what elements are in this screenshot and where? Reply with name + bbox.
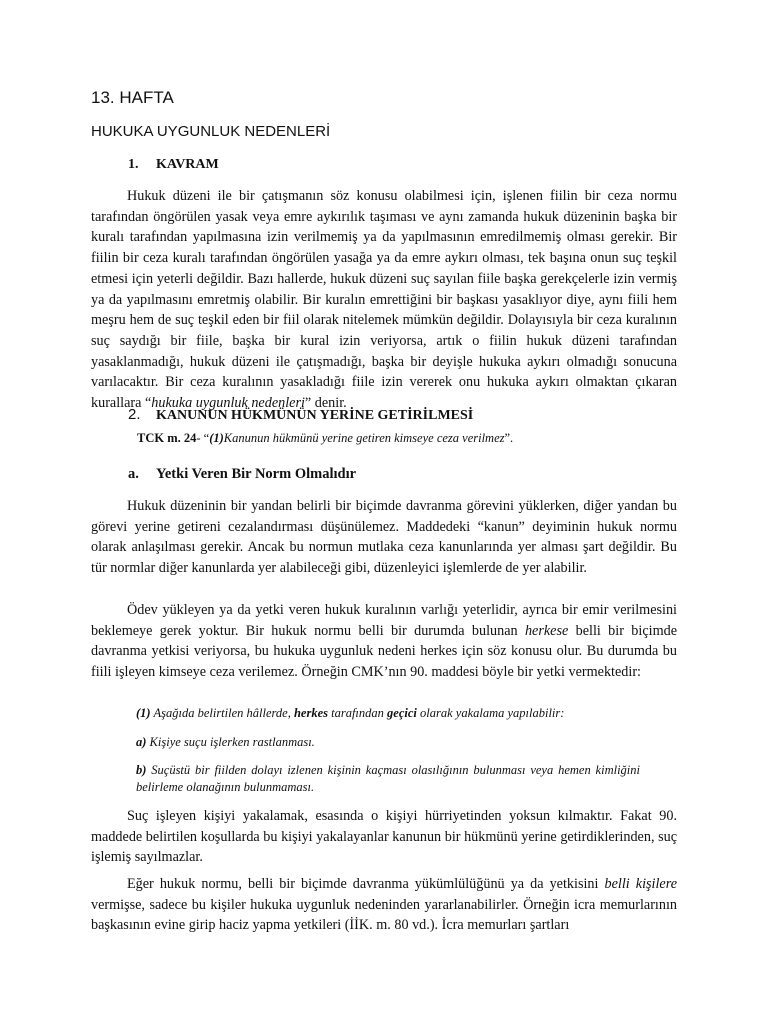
- quote-item-a: [136, 734, 640, 751]
- section-a-paragraph-4-italic: belli kişilere: [604, 876, 677, 892]
- section-a-paragraph-3-text: Suç işleyen kişiyi yakalamak, esasında o kişiyi hürriyetinden yoksun kılmaktır. Fakat 90. maddede belirtilen koşullarda bu kişiyi yakalayanlar kanunun bir hükmünü yerine getirdiklerinden, suç işlemiş sayılmazlar.: [91, 808, 677, 866]
- section-1-text-italic: hukuka uygunluk nedenleri: [151, 395, 305, 412]
- quote-b-number: b): [136, 763, 147, 777]
- week-heading: 13. HAFTA: [91, 88, 174, 107]
- section-1-heading: [128, 157, 219, 173]
- quote-1-bold-gecici: geçici: [387, 706, 417, 720]
- section-a-paragraph-2-italic: herkese: [524, 622, 569, 639]
- section-a-paragraph-4: [91, 874, 677, 936]
- tck-dash: - “: [196, 431, 210, 445]
- tck-end: ”.: [504, 431, 514, 445]
- tck-reference: [137, 431, 513, 446]
- section-1-paragraph: [91, 186, 677, 414]
- quote-item-1: [136, 705, 640, 722]
- quote-b-text: Suçüstü bir fiilden dolayı izlenen kişinin kaçması olasılığının bulunması veya hemen kimliğini belirleme olanağının bulunmaması.: [136, 763, 640, 794]
- section-a-paragraph-2: [91, 600, 677, 683]
- section-a-number: a.: [128, 466, 139, 482]
- tck-clause: (1): [209, 431, 224, 445]
- tck-article: TCK m. 24: [137, 431, 197, 445]
- section-a-paragraph-3: [91, 806, 677, 868]
- section-a-paragraph-1-text: Hukuk düzeninin bir yandan belirli bir biçimde davranma görevini yüklerken, diğer yandan bu görevi yerine getireni cezalandırması düşünülemez. Maddedeki “kanun” deyiminin hukuk normu olarak anlaşılması gerekir. Ancak bu normun mutlaka ceza kanunlarında yer alması şart değildir. Bu tür normlar diğer kanunlarda yer alabileceği gibi, düzenleyici işlemlerde de yer alabilir.: [91, 498, 677, 577]
- section-a-title: Yetki Veren Bir Norm Olmalıdır: [156, 466, 357, 482]
- quote-1-text-c: tarafından: [328, 706, 388, 720]
- section-1-number: 1.: [128, 157, 139, 172]
- quote-item-b: [136, 762, 640, 796]
- quote-1-text-d: olarak yakalama yapılabilir:: [416, 706, 565, 720]
- section-a-heading: [128, 466, 356, 483]
- quote-a-text: Kişiye suçu işlerken rastlanması.: [146, 735, 315, 749]
- section-2-title: KANUNUN HÜKMÜNÜN YERİNE GETİRİLMESİ: [156, 408, 474, 423]
- section-1-text-a: Hukuk düzeni ile bir çatışmanın söz konusu olabilmesi için, işlenen fiilin bir ceza normu tarafından öngörülen yasak veya emre aykırılık taşıması ve aynı zamanda hukuk düzeninin başka bir kuralı tarafından yapılmasına izin verilmemiş ya da yapılmasının emredilmemiş olması gerekir. Bir fiilin bir ceza kuralı tarafından öngörülen yasağa ya da emre aykırı olması, tek başına onun suç teşkil etmesi için yeterli değildir. Bazı hallerde, hukuk düzeni suç sayılan fiile başka gerekçelerle izin vermiş ya da yapılmasını emretmiş olabilir. Bir kuralın emrettiğini bir başkası yasaklıyor diye, aynı fiili hem meşru hem de suç teşkil eden bir fiil olarak nitelemek mümkün değildir. Dolayısıyla bir ceza kuralının suç saydığı bir fiile, başka bir kural izin veriyorsa, artık o fiilin hukuk düzeni tarafından yasaklanmadığı, hukuk düzeni ile çatışmadığı, başka bir deyişle hukuka aykırı olmadığı sonucuna varılacaktır. Bir ceza kuralının yasakladığı fiile izin vererek onu hukuka aykırı olmaktan çıkaran kurallara “: [91, 188, 677, 412]
- section-a-paragraph-1: [91, 496, 677, 579]
- tck-text: Kanunun hükmünü yerine getiren kimseye ceza verilmez: [223, 431, 505, 445]
- section-1-text-b: ” denir.: [304, 395, 347, 412]
- quote-1-bold-herkes: herkes: [293, 706, 328, 720]
- section-a-paragraph-4-text-a: Eğer hukuk normu, belli bir biçimde davranma yükümlülüğünü ya da yetkisini: [127, 876, 605, 892]
- quote-a-number: a): [136, 735, 147, 749]
- section-2-heading: [128, 406, 473, 424]
- topic-heading: HUKUKA UYGUNLUK NEDENLERİ: [91, 123, 331, 140]
- section-1-title: KAVRAM: [156, 157, 219, 172]
- section-a-paragraph-2-text-a: Ödev yükleyen ya da yetki veren hukuk kuralının varlığı yeterlidir, ayrıca bir emir verilmesini beklemeye gerek yoktur. Bir hukuk normu belli bir durumda bulunan: [91, 602, 677, 639]
- section-a-paragraph-4-text-b: vermişse, sadece bu kişiler hukuka uygunluk nedeninden yararlanabilirler. Örneğin icra memurlarının başkasının evine girip haciz yapma yetkileri (İİK. m. 80 vd.). İcra memurları şartları: [91, 896, 677, 934]
- quote-1-number: (1): [136, 706, 151, 720]
- section-a-paragraph-2-text-b: belli bir biçimde davranma yetkisi veriyorsa, bu hukuka uygunluk nedeni herkes için söz konusu olur. Bu durumda bu fiili işleyen kimseye ceza verilemez. Örneğin CMK’nın 90. maddesi böyle bir yetki vermektedir:: [91, 622, 677, 681]
- quote-1-text-a: Aşağıda belirtilen hâllerde,: [150, 706, 294, 720]
- section-2-number: 2.: [128, 406, 141, 423]
